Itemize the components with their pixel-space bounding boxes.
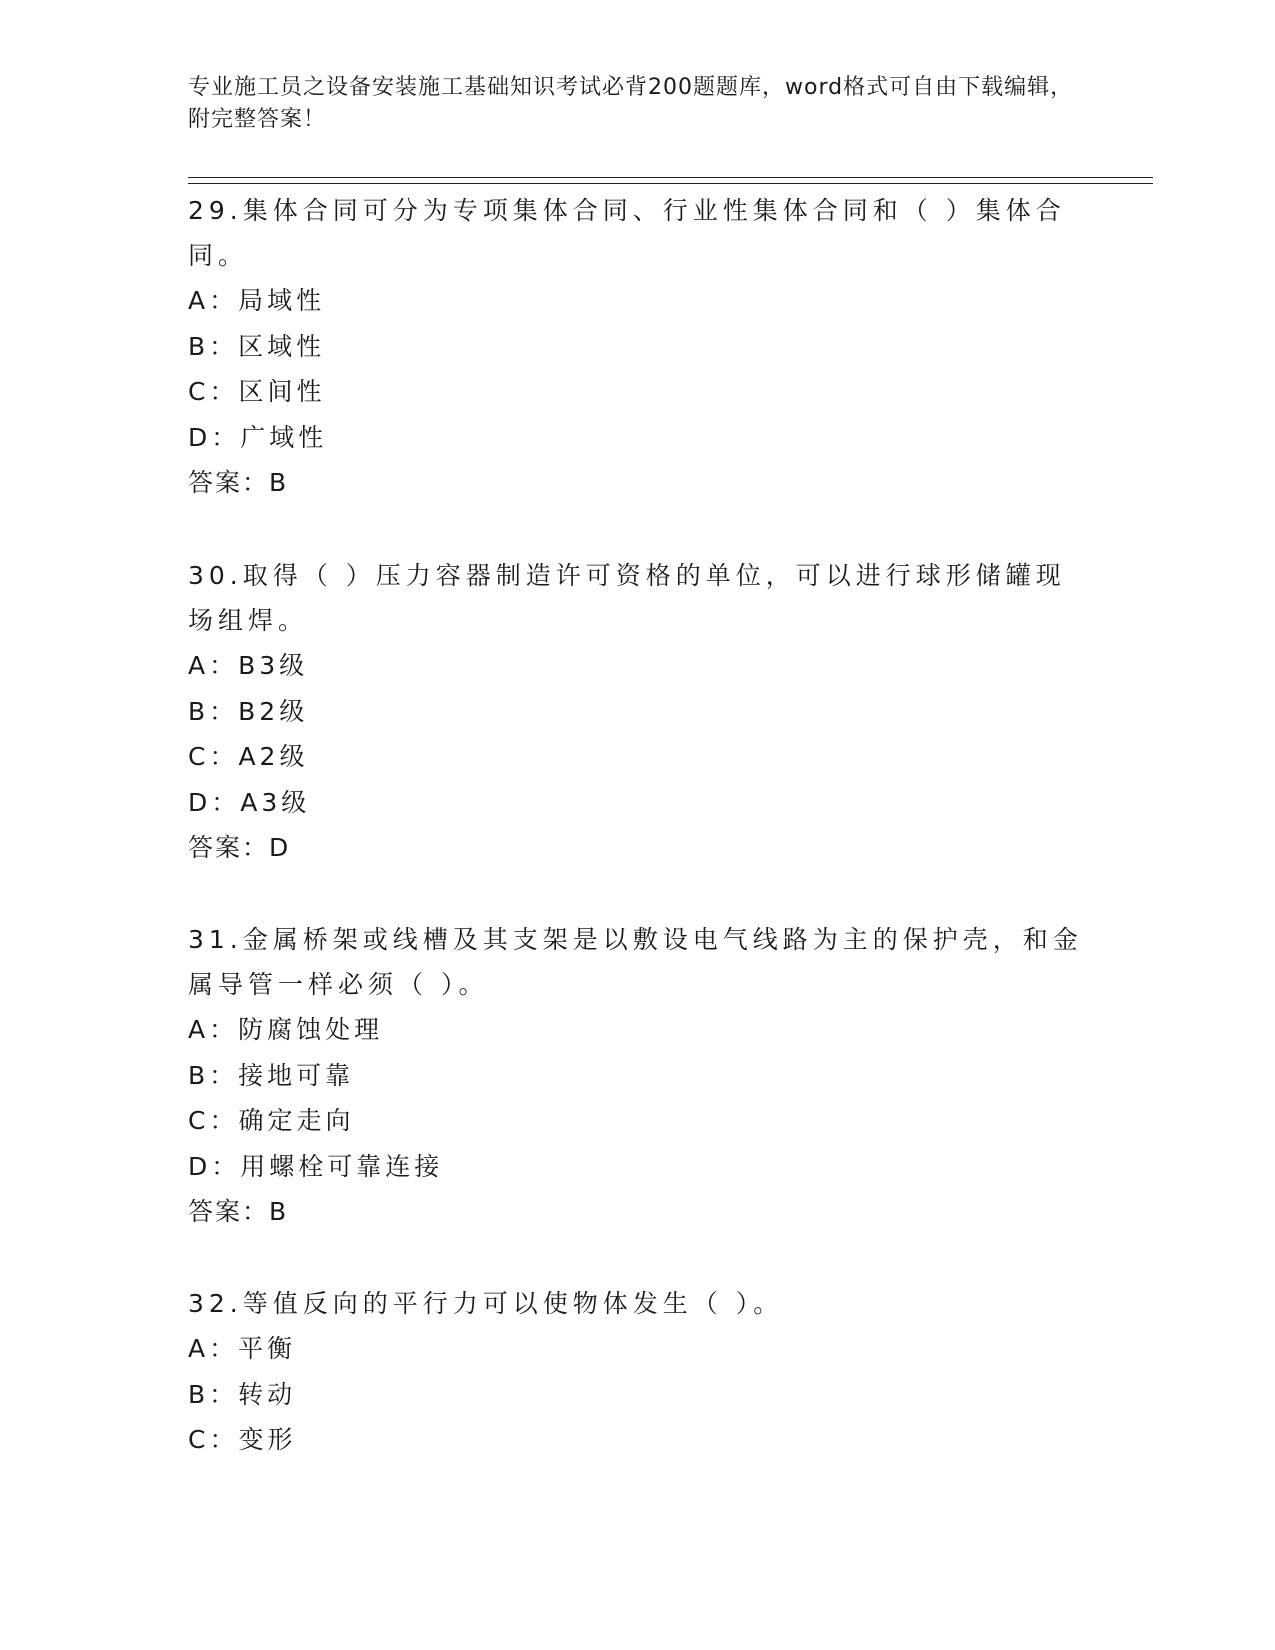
option-b: B：转动 xyxy=(188,1379,297,1409)
option-c: C：区间性 xyxy=(188,377,326,406)
option-d: D：用螺栓可靠连接 xyxy=(188,1151,444,1181)
answer-text: 答案：B xyxy=(188,468,289,497)
option-b: B：B2级 xyxy=(188,696,309,726)
option-a: A：局域性 xyxy=(188,286,326,315)
answer-text: 答案：B xyxy=(188,1197,289,1226)
option-b: B：接地可靠 xyxy=(188,1060,355,1090)
option-d: D：A3级 xyxy=(188,787,311,817)
option-a: A：平衡 xyxy=(188,1334,297,1363)
answer-text: 答案：D xyxy=(188,833,291,862)
option-c: C：确定走向 xyxy=(188,1106,355,1135)
question-stem: 31.金属桥架或线槽及其支架是以敷设电气线路为主的保护壳，和金属导管一样必须（ ）。 xyxy=(188,925,1083,999)
question-32 xyxy=(188,1281,1088,1463)
question-stem: 30.取得（ ）压力容器制造许可资格的单位，可以进行球形储罐现场组焊。 xyxy=(188,561,1066,635)
question-31 xyxy=(188,917,1088,1235)
question-stem: 32.等值反向的平行力可以使物体发生（ ）。 xyxy=(188,1289,784,1318)
option-d: D：广域性 xyxy=(188,422,328,452)
question-29 xyxy=(188,188,1088,506)
header-divider-bottom xyxy=(188,183,1153,184)
option-c: C：变形 xyxy=(188,1425,297,1454)
option-b: B：区域性 xyxy=(188,331,326,361)
option-a: A：B3级 xyxy=(188,651,309,680)
header-divider-top xyxy=(188,177,1153,178)
option-c: C：A2级 xyxy=(188,742,309,771)
document-header: 专业施工员之设备安装施工基础知识考试必背200题题库，word格式可自由下载编辑，附完整答案！ xyxy=(188,75,1074,132)
question-stem: 29.集体合同可分为专项集体合同、行业性集体合同和（ ）集体合同。 xyxy=(188,196,1066,270)
option-a: A：防腐蚀处理 xyxy=(188,1015,384,1044)
question-30 xyxy=(188,553,1088,871)
